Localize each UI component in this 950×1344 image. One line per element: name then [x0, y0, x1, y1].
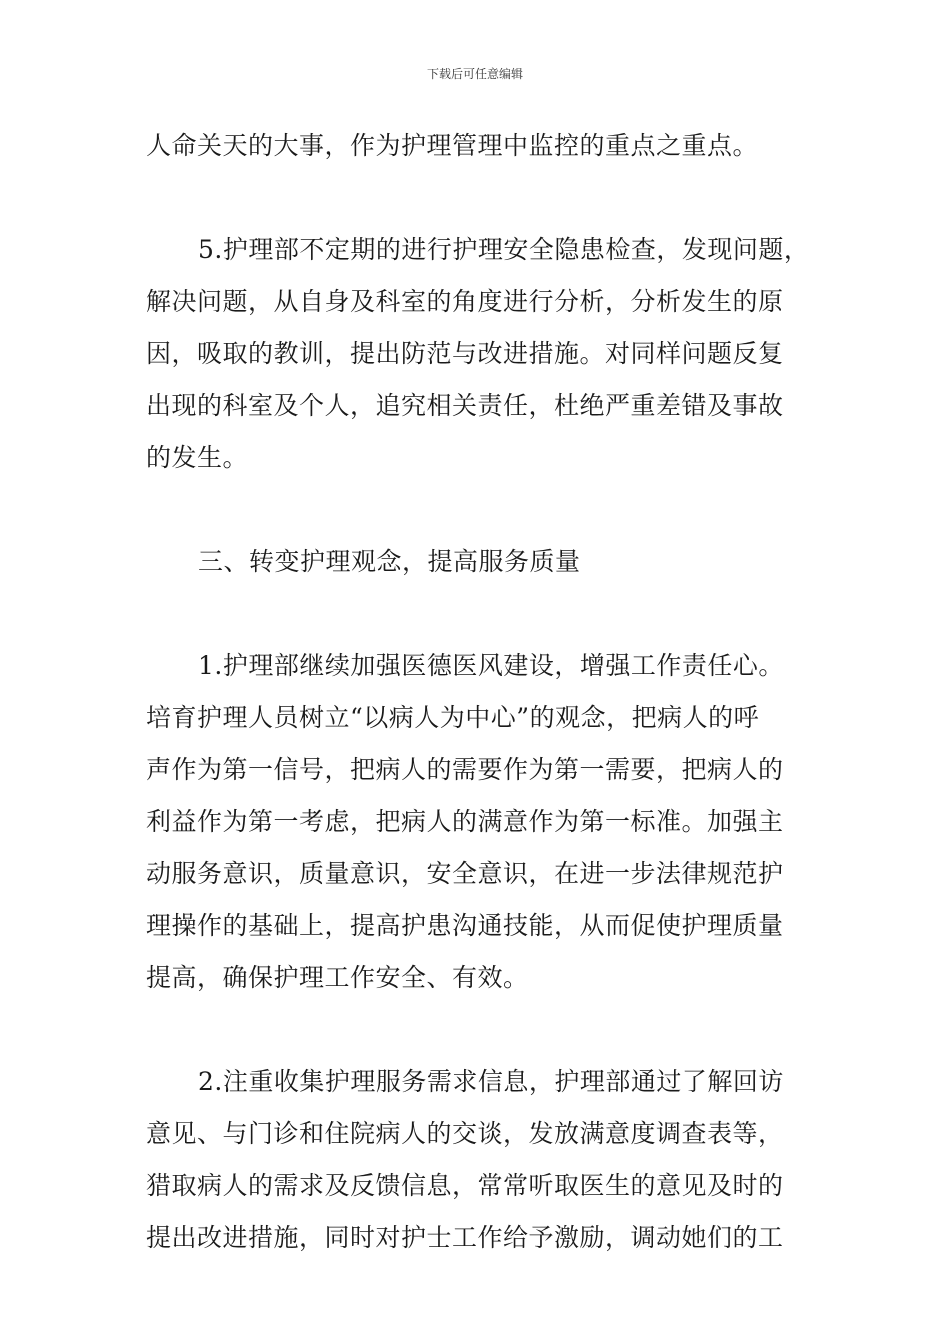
section-heading: 三、转变护理观念，提高服务质量: [198, 547, 581, 576]
paragraph-5-line: 出现的科室及个人，追究相关责任，杜绝严重差错及事故: [146, 391, 784, 420]
paragraph-1-line: 声作为第一信号，把病人的需要作为第一需要，把病人的: [146, 755, 784, 784]
text-line: 人命关天的大事，作为护理管理中监控的重点之重点。: [146, 131, 759, 160]
paragraph-1-line: 理操作的基础上，提高护患沟通技能，从而促使护理质量: [146, 911, 784, 940]
paragraph-gap: [146, 484, 814, 536]
paragraph-2-line: 提出改进措施，同时对护士工作给予激励，调动她们的工: [146, 1223, 784, 1252]
document-body: [146, 120, 814, 1264]
paragraph-1-line: 培育护理人员树立“以病人为中心”的观念，把病人的呼: [146, 703, 760, 732]
paragraph-1-line: 提高，确保护理工作安全、有效。: [146, 963, 529, 992]
paragraph-5-line: 解决问题，从自身及科室的角度进行分析，分析发生的原: [146, 287, 784, 316]
paragraph-1-line: 利益作为第一考虑，把病人的满意作为第一标准。加强主: [146, 807, 784, 836]
paragraph-2-line: 猎取病人的需求及反馈信息，常常听取医生的意见及时的: [146, 1171, 784, 1200]
paragraph-1-line: 1.护理部继续加强医德医风建设，增强工作责任心。: [198, 651, 784, 680]
paragraph-2-line: 2.注重收集护理服务需求信息，护理部通过了解回访: [198, 1067, 784, 1096]
paragraph-5-line: 因，吸取的教训，提出防范与改进措施。对同样问题反复: [146, 339, 784, 368]
paragraph-gap: [146, 1004, 814, 1056]
paragraph-gap: [146, 588, 814, 640]
paragraph-gap: [146, 172, 814, 224]
paragraph-5-line: 5.护理部不定期的进行护理安全隐患检查，发现问题，: [198, 235, 810, 264]
paragraph-2-line: 意见、与门诊和住院病人的交谈，发放满意度调查表等，: [146, 1119, 784, 1148]
page-header-note: 下载后可任意编辑: [426, 67, 523, 81]
paragraph-5-line: 的发生。: [146, 443, 249, 472]
paragraph-1-line: 动服务意识，质量意识，安全意识，在进一步法律规范护: [146, 859, 784, 888]
